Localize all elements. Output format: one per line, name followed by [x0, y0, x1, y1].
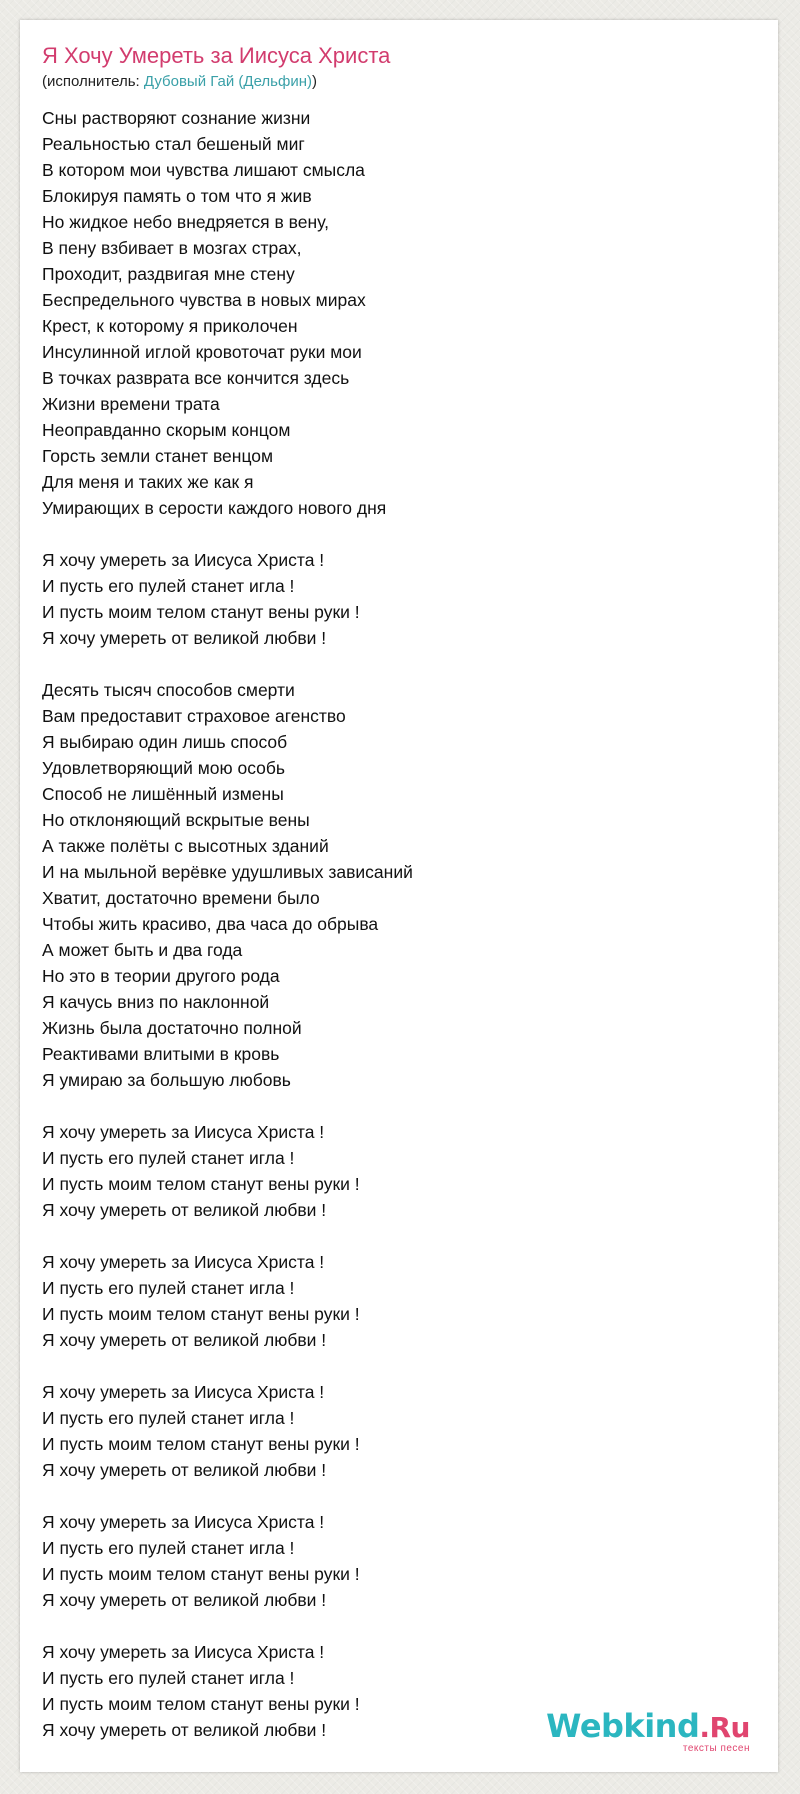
lyric-line: Беспредельного чувства в новых мирах — [42, 290, 366, 310]
lyric-line: Неоправданно скорым концом — [42, 420, 291, 440]
lyric-line: Реальностью стал бешеный миг — [42, 134, 305, 154]
lyric-line: Блокируя память о том что я жив — [42, 186, 312, 206]
lyric-line: Десять тысяч способов смерти — [42, 680, 295, 700]
lyric-line: И пусть его пулей станет игла ! — [42, 576, 295, 596]
lyric-line: Проходит, раздвигая мне стену — [42, 264, 295, 284]
lyric-line: А может быть и два года — [42, 940, 243, 960]
lyric-line: Для меня и таких же как я — [42, 472, 254, 492]
lyric-line: Я хочу умереть за Иисуса Христа ! — [42, 1382, 325, 1402]
lyric-line: В котором мои чувства лишают смысла — [42, 160, 365, 180]
lyric-line: Крест, к которому я приколочен — [42, 316, 298, 336]
lyric-line: Но жидкое небо внедряется в вену, — [42, 212, 330, 232]
performer-prefix: (исполнитель: — [42, 73, 144, 90]
lyric-line: А также полёты с высотных зданий — [42, 836, 329, 856]
site-logo[interactable] — [546, 1709, 750, 1754]
lyric-line: Хватит, достаточно времени было — [42, 888, 320, 908]
lyric-line: Я хочу умереть за Иисуса Христа ! — [42, 550, 325, 570]
lyric-line: В пену взбивает в мозгах страх, — [42, 238, 302, 258]
lyric-line: Горсть земли станет венцом — [42, 446, 274, 466]
lyric-line: И пусть его пулей станет игла ! — [42, 1668, 295, 1688]
lyric-line: Я хочу умереть от великой любви ! — [42, 1460, 327, 1480]
lyric-line: И пусть моим телом станут вены руки ! — [42, 602, 360, 622]
lyrics-card — [20, 20, 778, 1772]
performer-line — [42, 72, 317, 92]
stanza-break — [42, 1223, 742, 1249]
lyric-line: В точках разврата все кончится здесь — [42, 368, 350, 388]
lyric-line: И пусть его пулей станет игла ! — [42, 1148, 295, 1168]
lyric-line: И пусть моим телом станут вены руки ! — [42, 1564, 360, 1584]
lyric-line: И пусть моим телом станут вены руки ! — [42, 1694, 360, 1714]
lyric-line: Но это в теории другого рода — [42, 966, 280, 986]
lyric-line: И пусть его пулей станет игла ! — [42, 1538, 295, 1558]
stanza-break — [42, 1613, 742, 1639]
lyric-line: Я умираю за большую любовь — [42, 1070, 291, 1090]
lyric-line: Чтобы жить красиво, два часа до обрыва — [42, 914, 379, 934]
lyric-line: И пусть его пулей станет игла ! — [42, 1408, 295, 1428]
logo-tld: .Ru — [699, 1711, 750, 1744]
lyric-line: И пусть моим телом станут вены руки ! — [42, 1434, 360, 1454]
lyric-line: Инсулинной иглой кровоточат руки мои — [42, 342, 362, 362]
lyric-line: Умирающих в серости каждого нового дня — [42, 498, 387, 518]
stanza-break — [42, 1353, 742, 1379]
performer-link[interactable]: Дубовый Гай (Дельфин) — [143, 73, 312, 90]
lyric-line: Жизнь была достаточно полной — [42, 1018, 302, 1038]
lyric-line: И пусть моим телом станут вены руки ! — [42, 1174, 360, 1194]
lyric-line: Но отклоняющий вскрытые вены — [42, 810, 310, 830]
lyric-line: Я хочу умереть от великой любви ! — [42, 1720, 327, 1740]
logo-name: Webkind — [546, 1707, 700, 1745]
lyric-line: Удовлетворяющий мою особь — [42, 758, 286, 778]
lyric-line: Я качусь вниз по наклонной — [42, 992, 270, 1012]
lyric-line: Я хочу умереть от великой любви ! — [42, 628, 327, 648]
lyric-line: Реактивами влитыми в кровь — [42, 1044, 280, 1064]
lyric-line: Жизни времени трата — [42, 394, 220, 414]
lyric-line: Вам предоставит страховое агенство — [42, 706, 346, 726]
lyric-line: Я хочу умереть за Иисуса Христа ! — [42, 1252, 325, 1272]
lyric-line: Я выбираю один лишь способ — [42, 732, 288, 752]
stanza-break — [42, 1093, 742, 1119]
lyric-line: Я хочу умереть за Иисуса Христа ! — [42, 1642, 325, 1662]
lyric-line: Я хочу умереть за Иисуса Христа ! — [42, 1122, 325, 1142]
stanza-break — [42, 1483, 742, 1509]
lyric-line: Способ не лишённый измены — [42, 784, 284, 804]
song-title: Я Хочу Умереть за Иисуса Христа — [42, 43, 391, 68]
lyric-line: Сны растворяют сознание жизни — [42, 108, 311, 128]
lyric-line: Я хочу умереть за Иисуса Христа ! — [42, 1512, 325, 1532]
lyrics-text — [42, 105, 742, 1743]
stanza-break — [42, 651, 742, 677]
logo-wordmark — [546, 1709, 750, 1745]
stanza-break — [42, 521, 742, 547]
lyric-line: Я хочу умереть от великой любви ! — [42, 1590, 327, 1610]
lyric-line: И пусть его пулей станет игла ! — [42, 1278, 295, 1298]
lyric-line: Я хочу умереть от великой любви ! — [42, 1330, 327, 1350]
lyric-line: Я хочу умереть от великой любви ! — [42, 1200, 327, 1220]
performer-suffix: ) — [312, 73, 317, 90]
lyric-line: И на мыльной верёвке удушливых зависаний — [42, 862, 413, 882]
logo-tagline: тексты песен — [682, 1743, 750, 1754]
lyric-line: И пусть моим телом станут вены руки ! — [42, 1304, 360, 1324]
